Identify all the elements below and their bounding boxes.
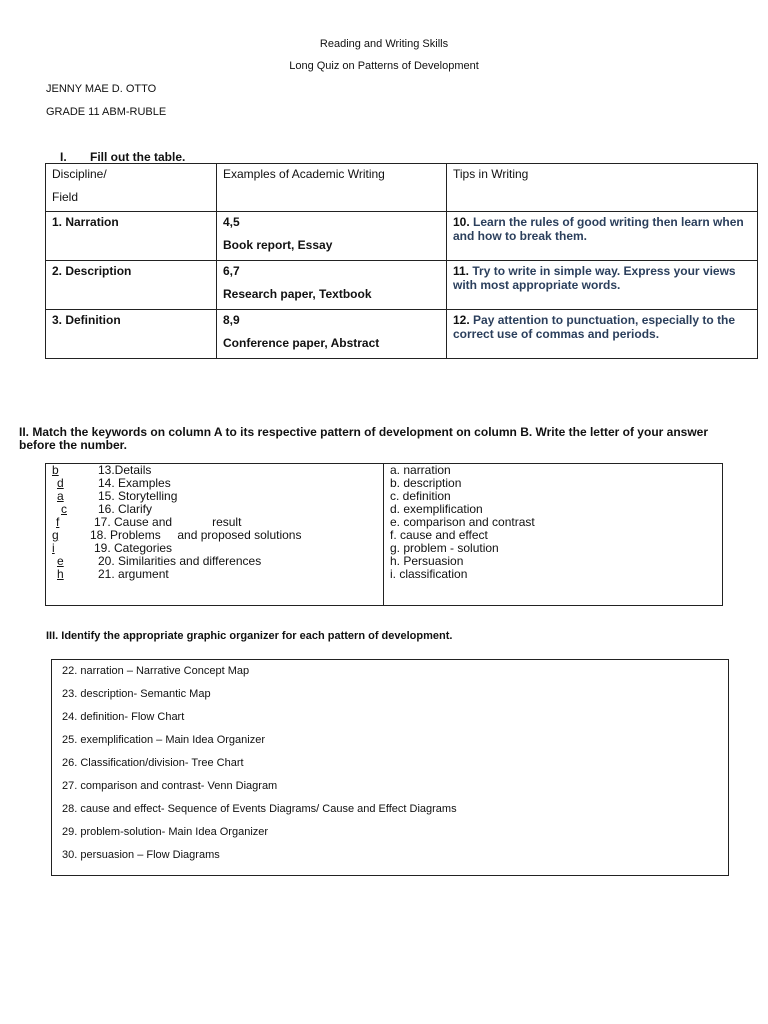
- header-examples: Examples of Academic Writing: [217, 164, 447, 212]
- answer-letter: a: [57, 489, 64, 503]
- part1-instruction: Fill out the table.: [90, 150, 186, 164]
- list-item: g. problem - solution: [390, 541, 499, 555]
- row-field: 1. Narration: [46, 212, 217, 261]
- list-item: 23. description- Semantic Map: [62, 688, 211, 700]
- row-example-text: Conference paper, Abstract: [223, 336, 380, 350]
- row-field: 2. Description: [46, 261, 217, 310]
- part1-heading: [60, 150, 185, 164]
- list-item: 22. narration – Narrative Concept Map: [62, 665, 250, 677]
- tip-text: Try to write in simple way. Express your views with most appropriate words.: [453, 264, 736, 292]
- keyword: 18. Problems and proposed solutions: [90, 528, 302, 542]
- keyword: 20. Similarities and differences: [98, 554, 262, 568]
- header-discipline-line1: Discipline/: [52, 167, 107, 181]
- answer-letter: h: [57, 567, 64, 581]
- keyword: 15. Storytelling: [98, 489, 178, 503]
- row-examples: [217, 261, 447, 310]
- answer-letter: b: [52, 463, 59, 477]
- row-example-text: Research paper, Textbook: [223, 287, 372, 301]
- row-numbers: 8,9: [223, 313, 240, 327]
- answer-letter: i: [52, 541, 55, 555]
- part3-instruction: III. Identify the appropriate graphic organizer for each pattern of development.: [46, 630, 453, 642]
- list-item: 26. Classification/division- Tree Chart: [62, 757, 244, 769]
- list-item: h. Persuasion: [390, 554, 464, 568]
- patterns-table: [45, 163, 758, 359]
- table-header-row: [46, 164, 758, 212]
- column-a: [52, 464, 301, 581]
- list-item: 29. problem-solution- Main Idea Organizer: [62, 826, 269, 838]
- tip-text: Pay attention to punctuation, especially to the correct use of commas and periods.: [453, 313, 736, 341]
- list-item: e. comparison and contrast: [390, 515, 535, 529]
- keyword: 16. Clarify: [98, 502, 153, 516]
- list-item: c. definition: [390, 489, 451, 503]
- row-tip: [447, 212, 758, 261]
- table-row: [46, 310, 758, 359]
- grade-section: GRADE 11 ABM-RUBLE: [46, 106, 167, 118]
- tip-text: Learn the rules of good writing then learn when and how to break them.: [453, 215, 744, 243]
- row-examples: [217, 310, 447, 359]
- keyword: 17. Cause and result: [94, 515, 242, 529]
- row-numbers: 4,5: [223, 215, 240, 229]
- list-item: [52, 555, 301, 568]
- list-item: [52, 568, 301, 581]
- header-tips: Tips in Writing: [447, 164, 758, 212]
- list-item: 24. definition- Flow Chart: [62, 711, 185, 723]
- row-example-text: Book report, Essay: [223, 238, 333, 252]
- table-row: [46, 212, 758, 261]
- column-b: [390, 464, 535, 581]
- graphic-organizer-box: [51, 659, 729, 876]
- list-item: d. exemplification: [390, 502, 483, 516]
- row-examples: [217, 212, 447, 261]
- list-item: 25. exemplification – Main Idea Organizer: [62, 734, 265, 746]
- matching-box: [45, 463, 723, 606]
- tip-number: 12.: [453, 313, 470, 327]
- quiz-title: Long Quiz on Patterns of Development: [289, 60, 479, 72]
- list-item: i. classification: [390, 567, 468, 581]
- tip-number: 11.: [453, 264, 470, 278]
- list-item: b. description: [390, 476, 462, 490]
- row-tip: [447, 310, 758, 359]
- row-field: 3. Definition: [46, 310, 217, 359]
- list-item: a. narration: [390, 463, 451, 477]
- document-subject: Reading and Writing Skills: [319, 38, 449, 50]
- row-numbers: 6,7: [223, 264, 240, 278]
- header-discipline: [46, 164, 217, 212]
- keyword: 19. Categories: [94, 541, 173, 555]
- answer-letter: f: [56, 515, 60, 529]
- part2-instruction: II. Match the keywords on column A to its respective pattern of development on column B. Write the letter of your answer before the number.: [19, 425, 709, 452]
- list-item: f. cause and effect: [390, 528, 488, 542]
- keyword: 14. Examples: [98, 476, 171, 490]
- table-row: [46, 261, 758, 310]
- list-item: 28. cause and effect- Sequence of Events Diagrams/ Cause and Effect Diagrams: [62, 803, 457, 815]
- list-item: 27. comparison and contrast- Venn Diagram: [62, 780, 278, 792]
- keyword: 13.Details: [98, 463, 152, 477]
- answer-letter: e: [57, 554, 64, 568]
- answer-letter: g: [52, 528, 59, 542]
- list-item: [52, 529, 301, 542]
- tip-number: 10.: [453, 215, 470, 229]
- answer-letter: d: [57, 476, 64, 490]
- list-item: 30. persuasion – Flow Diagrams: [62, 849, 220, 861]
- keyword: 21. argument: [98, 567, 169, 581]
- column-divider: [383, 464, 384, 605]
- header-discipline-line2: Field: [52, 190, 79, 204]
- list-item: [52, 464, 301, 477]
- part1-number: I.: [60, 150, 67, 164]
- student-name: JENNY MAE D. OTTO: [46, 83, 157, 95]
- list-item: [52, 490, 301, 503]
- answer-letter: c: [61, 502, 67, 516]
- row-tip: [447, 261, 758, 310]
